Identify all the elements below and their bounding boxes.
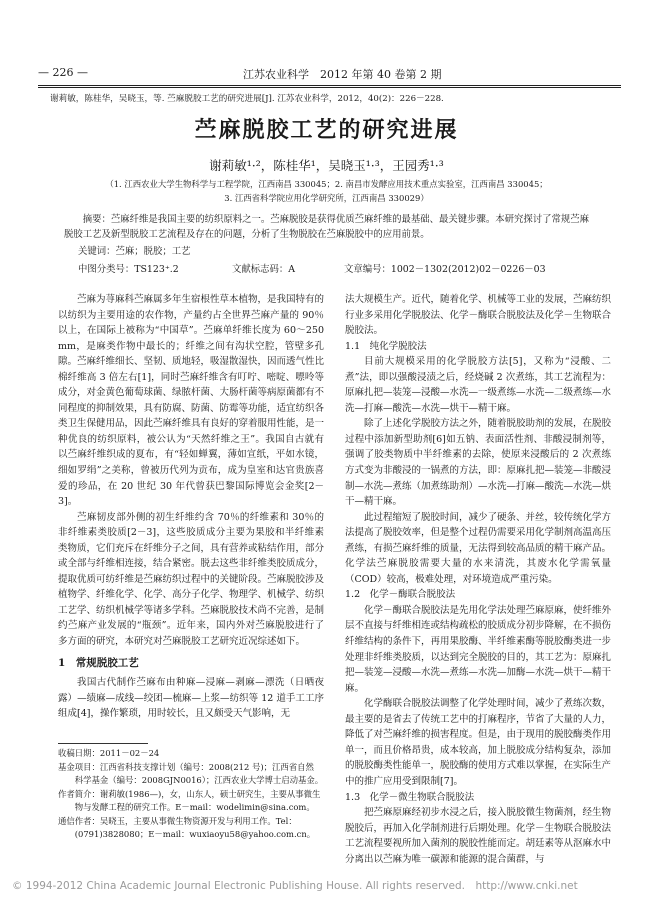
document-code: 文献标志码：A: [232, 264, 296, 275]
abstract: 摘要：苎麻纤维是我国主要的纺织原料之一。苎麻脱胶是获得优质苎麻纤维的最基础、最关键步骤。本研究探讨了常规苎麻脱胶工艺及新型脱胶工艺流程及存在的问题，分析了生物脱胶在苎麻脱胶中的应用前景。: [64, 214, 590, 240]
footnote-line: 基金项目：江西省科技支撑计划（编号：2008(212 号)；江西省自然: [58, 761, 314, 772]
section-heading: 1 常规脱胶工艺: [58, 656, 139, 669]
subsection-heading: 1.2 化学－酶联合脱胶法: [345, 589, 456, 601]
subsection-heading: 1.3 化学－微生物联合脱胶法: [345, 791, 475, 803]
body-paragraph: 苎麻为荨麻科苎麻属多年生宿根性草本植物，是我国特有的以纺织为主要用途的农作物，产量约占全世界苎麻产量的 90％以上，在国际上被称为“中国草”。苎麻单纤维长度为 60～250 mm，是麻类作物中最长的；纤维之间有沟状空腔，管壁多孔隙。苎麻纤维细长、坚韧、质地轻，吸湿散湿快，因而透气性比棉纤维高 3 倍左右[1]，同时苎麻纤维含有叮咛、嘧啶、嘌呤等成分，对金黄色葡萄球菌、绿脓杆菌、大肠杆菌等病原菌都有不同程度的抑制效果，具有防腐、防菌、防霉等功能，适宜纺织各类卫生保健用品，因此苎麻纤维具有良好的穿着服用性能，是一种优良的纺织原料，被公认为“天然纤维之王”。我国自古就有以苎麻纤维织成的夏布，有“轻如蝉翼，薄如宣纸，平如水镜，细如罗绢”之美称，曾被历代列为贡布，成为皇室和达官贵族喜爱的珍品，在 20 世纪 30 年代曾获巴黎国际博览会金奖[2－3]。: [58, 294, 325, 508]
body-paragraph: 苎麻韧皮部外侧的初生纤维约含 70％的纤维素和 30％的非纤维素类胶质[2－3]，这些胶质成分主要为果胶和半纤维素类物质，它们充斥在纤维分子之间，具有营养或粘结作用，部分或全部与纤维相连接，结合紧密。脱去这些非纤维类胶质成分，提取优质可纺纤维是苎麻纺织过程中的关键阶段。苎麻脱胶涉及植物学、纤维化学、化学、高分子化学、物理学、机械学、纺织工艺学、纺织机械学等诸多学科。苎麻脱胶技术尚不完善，是制约苎麻产业发展的“瓶颈”。近年来，国内外对苎麻脱胶进行了多方面的研究，本研究对苎麻脱胶工艺研究近况综述如下。: [58, 511, 325, 648]
body-paragraph: 化学酶联合脱胶法调整了化学处理时间，减少了煮练次数，最主要的是省去了传统工艺中的打麻程序，节省了大量的人力，降低了对苎麻纤维的损害程度。但是，由于现用的脱胶酶类作用单一，而且价格昂贵，成本较高，加上脱胶成分结构复杂，添加的脱胶酶类性能单一，脱胶酶的使用方式难以掌握，在实际生产中的推广应用受到限制[7]。: [345, 698, 612, 787]
article-title: 苎麻脱胶工艺的研究进展: [194, 117, 459, 143]
body-paragraph: 把苎麻原麻经初步水浸之后，接入脱胶微生物菌剂，经生物脱胶后，再加入化学制剂进行后期处理。化学－生物联合脱胶法工艺流程要视所加入菌剂的脱胶性能而定。胡廷素等从沤麻水中分离出以苎麻为唯一碳源和能源的混合菌群，与: [345, 807, 612, 865]
footnote-line: 科学基金（编号：2008GJN0016）；江西农业大学博士启动基金。: [58, 775, 324, 785]
footnote-line: (0791)3828080；E－mail：wuxiaoyu58@yahoo.com.cn。: [58, 829, 316, 839]
body-paragraph: 我国古代制作苎麻布由种麻—浸麻—剥麻—漂洗（日晒夜露）—绩麻—成线—绞团—梳麻—上浆—纺织等 12 道手工工序组成[4]，操作繁琐，用时较长，且又颇受天气影响，无: [58, 677, 324, 720]
subsection-heading: 1.1 纯化学脱胶法: [345, 340, 427, 352]
affiliation-line-2: 3. 江西省科学院应用化学研究所，江西南昌 330029）: [224, 193, 429, 203]
clc-number: 中图分类号：TS123⁺.2: [78, 264, 179, 275]
running-header: [38, 66, 621, 82]
left-column: [58, 292, 324, 722]
body-paragraph: 法大规模生产。近代，随着化学、机械等工业的发展，苎麻纺织行业多采用化学脱胶法、化学－酶联合脱胶法及化学－生物联合脱胶法。: [345, 294, 612, 337]
footnote-line: 收稿日期：2011－02－24: [58, 748, 160, 758]
body-paragraph: 此过程缩短了脱胶时间，减少了硬条、并丝，较传统化学方法提高了脱胶效率，但是整个过程仍需要采用化学制剂高温高压煮练，有损苎麻纤维的质量，无法得到较高品质的精干麻产品。化学法苎麻脱胶需要大量的水来清洗，其废水化学需氧量（COD）较高，极难处理，对环境造成严重污染。: [345, 511, 612, 585]
author-list: 谢莉敏¹·²，陈桂华¹，吴晓玉¹·³，王园秀¹·³: [209, 158, 444, 173]
page-number: — 226 —: [38, 66, 88, 79]
copyright-footer: © 1994-2012 China Academic Journal Electronic Publishing House. All rights reserved. http://www.cnki.net: [12, 880, 578, 892]
footnote-line: 作者简介：谢莉敏(1986—)，女，山东人，硕士研究生，主要从事微生: [58, 788, 321, 799]
citation-line: 谢莉敏，陈桂华，吴晓玉，等. 苎麻脱胶工艺的研究进展[J]. 江苏农业科学，2012，40(2)：226－228.: [50, 94, 444, 104]
body-paragraph: 目前大规模采用的化学脱胶方法[5]，又称为“浸酸、二煮”法，即以强酸浸渍之后，经烧碱 2 次煮练，其工艺流程为：原麻扎把—装笼—浸酸—水洗—一级煮练—水洗—二级煮练—水洗—打麻—酸洗—水洗—烘干—精干麻。: [345, 356, 612, 414]
header-rule-top: [38, 85, 621, 86]
right-column: [345, 292, 611, 867]
keywords: 关键词：苎麻；脱胶；工艺: [78, 246, 191, 257]
footnote-line: 通信作者：吴晓玉，主要从事微生物资源开发与利用工作。Tel：: [58, 815, 297, 826]
body-paragraph: 化学－酶联合脱胶法是先用化学法处理苎麻原麻，使纤维外层不直接与纤维相连或结构疏松的胶质成分初步降解，在不损伤纤维结构的条件下，再用果胶酶、半纤维素酶等脱胶酶类进一步处理非纤维类胶质，以达到完全脱胶的目的，其工艺为：原麻扎把—装笼—浸酸—水洗—煮练—水洗—加酶—水洗—烘干—精干麻。: [345, 604, 612, 694]
footnote-rule: [58, 743, 148, 744]
footnote-line: 物与发酵工程的研究工作。E－mail：wodelimin@sina.com。: [58, 802, 315, 812]
footnotes: [58, 747, 326, 842]
article-id: 文章编号：1002－1302(2012)02－0226－03: [344, 264, 546, 275]
affiliation-line-1: （1. 江西农业大学生物科学与工程学院，江西南昌 330045；2. 南昌市发酵应用技术重点实验室，江西南昌 330045；: [105, 179, 548, 189]
body-paragraph: 除了上述化学脱胶方法之外，随着脱胶助剂的发展，在脱胶过程中添加新型助剂[6]如五钠、表面活性剂、非酸浸制剂等，强调了胶类物质中半纤维素的去除，使原来浸酸后的 2 次煮练方式变为非酸浸的一锅煮的方法，即：原麻扎把—装笼—非酸浸制—水洗—煮练（加煮练助剂）—水洗—打麻—酸洗—水洗—烘干—精干麻。: [345, 418, 612, 508]
journal-info: 江苏农业科学 2012 年第 40 卷第 2 期: [243, 68, 442, 81]
header-rule-bottom: [38, 87, 621, 88]
